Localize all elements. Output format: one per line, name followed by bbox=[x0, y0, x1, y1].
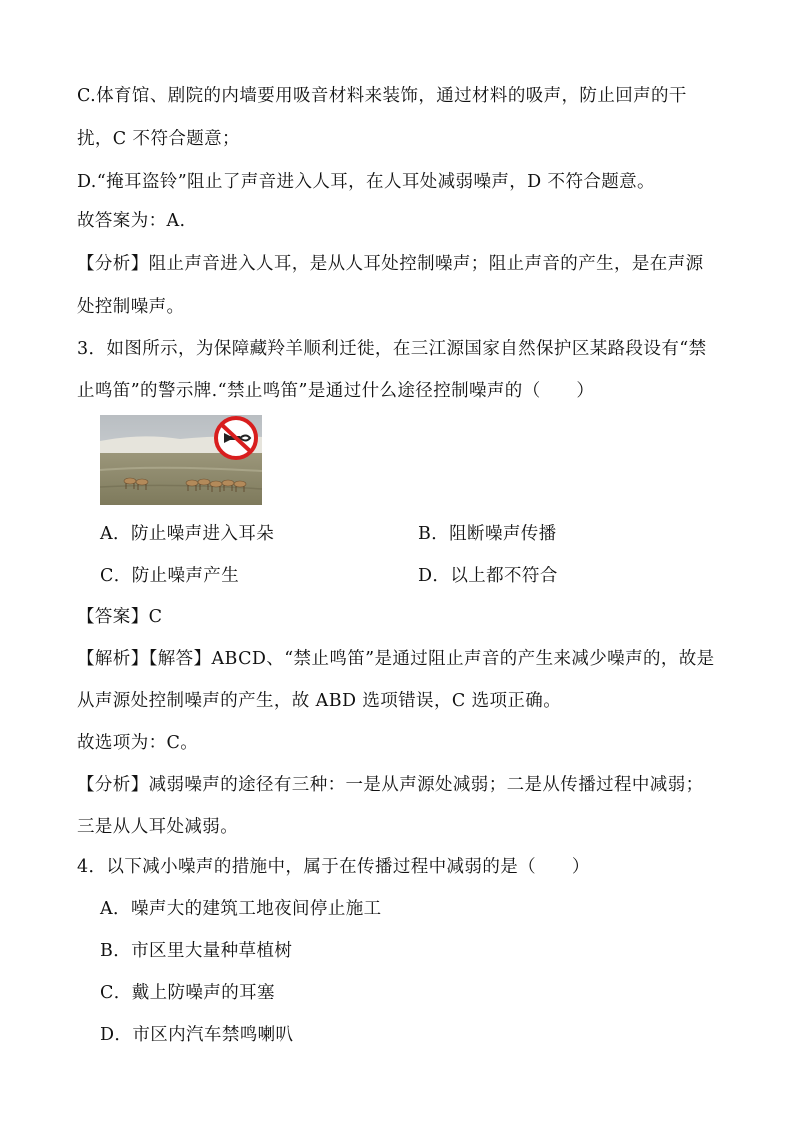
question-3-stem: 止鸣笛”的警示牌.“禁止鸣笛”是通过什么途径控制噪声的（ ） bbox=[77, 381, 595, 401]
question-4-stem: 4．以下减小噪声的措施中，属于在传播过程中减弱的是（ ） bbox=[77, 857, 590, 877]
analysis-line: 三是从人耳处减弱。 bbox=[77, 817, 239, 837]
q4-option-b: B．市区里大量种草植树 bbox=[100, 941, 293, 961]
q3-option-a: A．防止噪声进入耳朵 bbox=[100, 524, 275, 544]
q3-option-d: D．以上都不符合 bbox=[418, 566, 558, 586]
q3-option-b: B．阻断噪声传播 bbox=[418, 524, 557, 544]
question-3-stem: 3．如图所示，为保障藏羚羊顺利迁徙，在三江源国家自然保护区某路段设有“禁 bbox=[77, 339, 707, 359]
q4-option-c: C．戴上防噪声的耳塞 bbox=[100, 983, 275, 1003]
q3-option-c: C．防止噪声产生 bbox=[100, 566, 240, 586]
explanation-line: 故选项为：C。 bbox=[77, 733, 199, 753]
q4-option-a: A．噪声大的建筑工地夜间停止施工 bbox=[100, 899, 382, 919]
answer-line: 故答案为：A. bbox=[77, 211, 186, 231]
explanation-line: 【解析】【解答】ABCD、“禁止鸣笛”是通过阻止声音的产生来减少噪声的，故是 bbox=[77, 649, 715, 669]
q4-option-d: D．市区内汽车禁鸣喇叭 bbox=[100, 1025, 294, 1045]
text-line: D.“掩耳盗铃”阻止了声音进入人耳，在人耳处减弱噪声，D 不符合题意。 bbox=[77, 172, 655, 192]
antelope-photo bbox=[100, 415, 262, 505]
text-line: 扰，C 不符合题意； bbox=[77, 129, 240, 149]
analysis-line: 【分析】阻止声音进入人耳，是从人耳处控制噪声；阻止声音的产生，是在声源 bbox=[77, 254, 704, 274]
text-line: C.体育馆、剧院的内墙要用吸音材料来装饰，通过材料的吸声，防止回声的干 bbox=[77, 86, 687, 106]
answer-line: 【答案】C bbox=[77, 607, 163, 627]
explanation-line: 从声源处控制噪声的产生，故 ABD 选项错误，C 选项正确。 bbox=[77, 691, 562, 711]
analysis-line: 处控制噪声。 bbox=[77, 297, 185, 317]
no-horn-sign-icon bbox=[216, 418, 256, 458]
analysis-line: 【分析】减弱噪声的途径有三种：一是从声源处减弱；二是从传播过程中减弱； bbox=[77, 775, 704, 795]
